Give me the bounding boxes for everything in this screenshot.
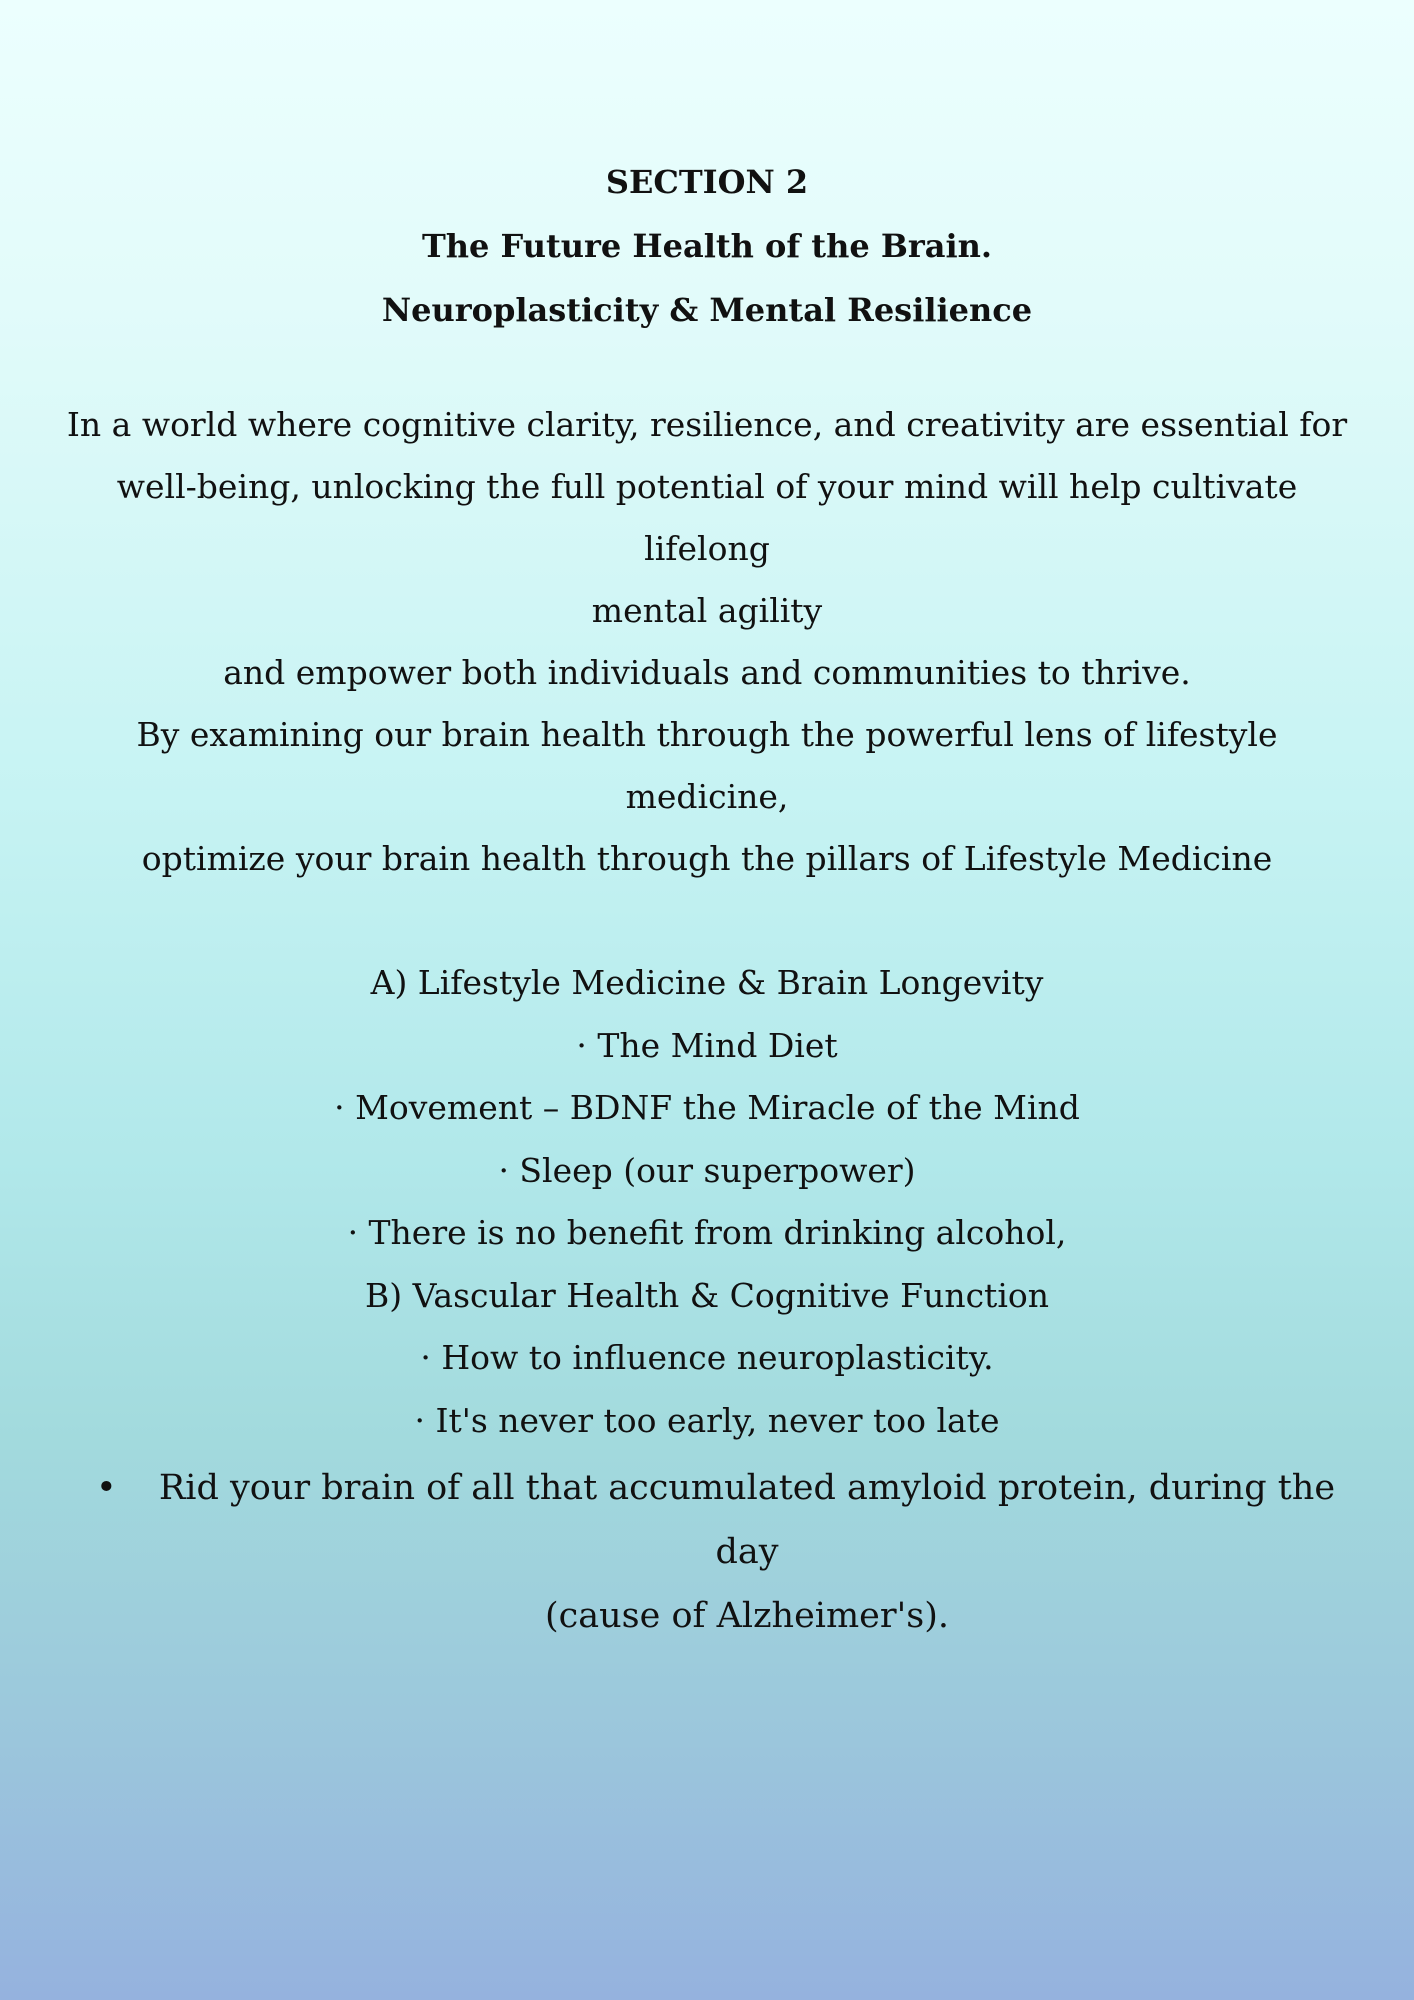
amyloid-bullet [60, 1456, 1354, 1648]
bullet-dot-icon: • [96, 1468, 117, 1508]
outline-item-movement: · Movement – BDNF the Miracle of the Mind [334, 1088, 1080, 1127]
outline-group-a: A) Lifestyle Medicine & Brain Longevity [370, 963, 1044, 1002]
intro-line: optimize your brain health through the pillars of Lifestyle Medicine [141, 839, 1273, 878]
outline-item-mind-diet: · The Mind Diet [576, 1025, 838, 1065]
intro-line: In a world where cognitive clarity, resilience, and creativity are essential for [66, 405, 1348, 444]
intro-line: By examining our brain health through the powerful lens of lifestyle medicine, [136, 715, 1278, 816]
outline-item-neuroplasticity: · How to influence neuroplasticity. [420, 1338, 994, 1377]
intro-paragraph [60, 394, 1354, 890]
outline-group-b: B) Vascular Health & Cognitive Function [364, 1275, 1049, 1315]
topic-outline [60, 952, 1354, 1452]
intro-line: mental agility [591, 591, 823, 630]
bullet-line: (cause of Alzheimer's). [545, 1596, 949, 1636]
outline-item-alcohol: · There is no benefit from drinking alcohol, [347, 1213, 1067, 1252]
section-label: SECTION 2 [605, 163, 809, 201]
outline-item-never-too-late: · It's never too early, never too late [414, 1400, 1000, 1440]
outline-item-sleep: · Sleep (our superpower) [498, 1150, 916, 1190]
section-title: The Future Health of the Brain. [421, 227, 993, 265]
bullet-line: Rid your brain of all that accumulated amyloid protein, during the day [158, 1468, 1336, 1572]
intro-line: and empower both individuals and communities to thrive. [223, 653, 1191, 692]
intro-line: well-being, unlocking the full potential of your mind will help cultivate lifelong [116, 467, 1298, 568]
section-subtitle: Neuroplasticity & Mental Resilience [381, 291, 1033, 329]
